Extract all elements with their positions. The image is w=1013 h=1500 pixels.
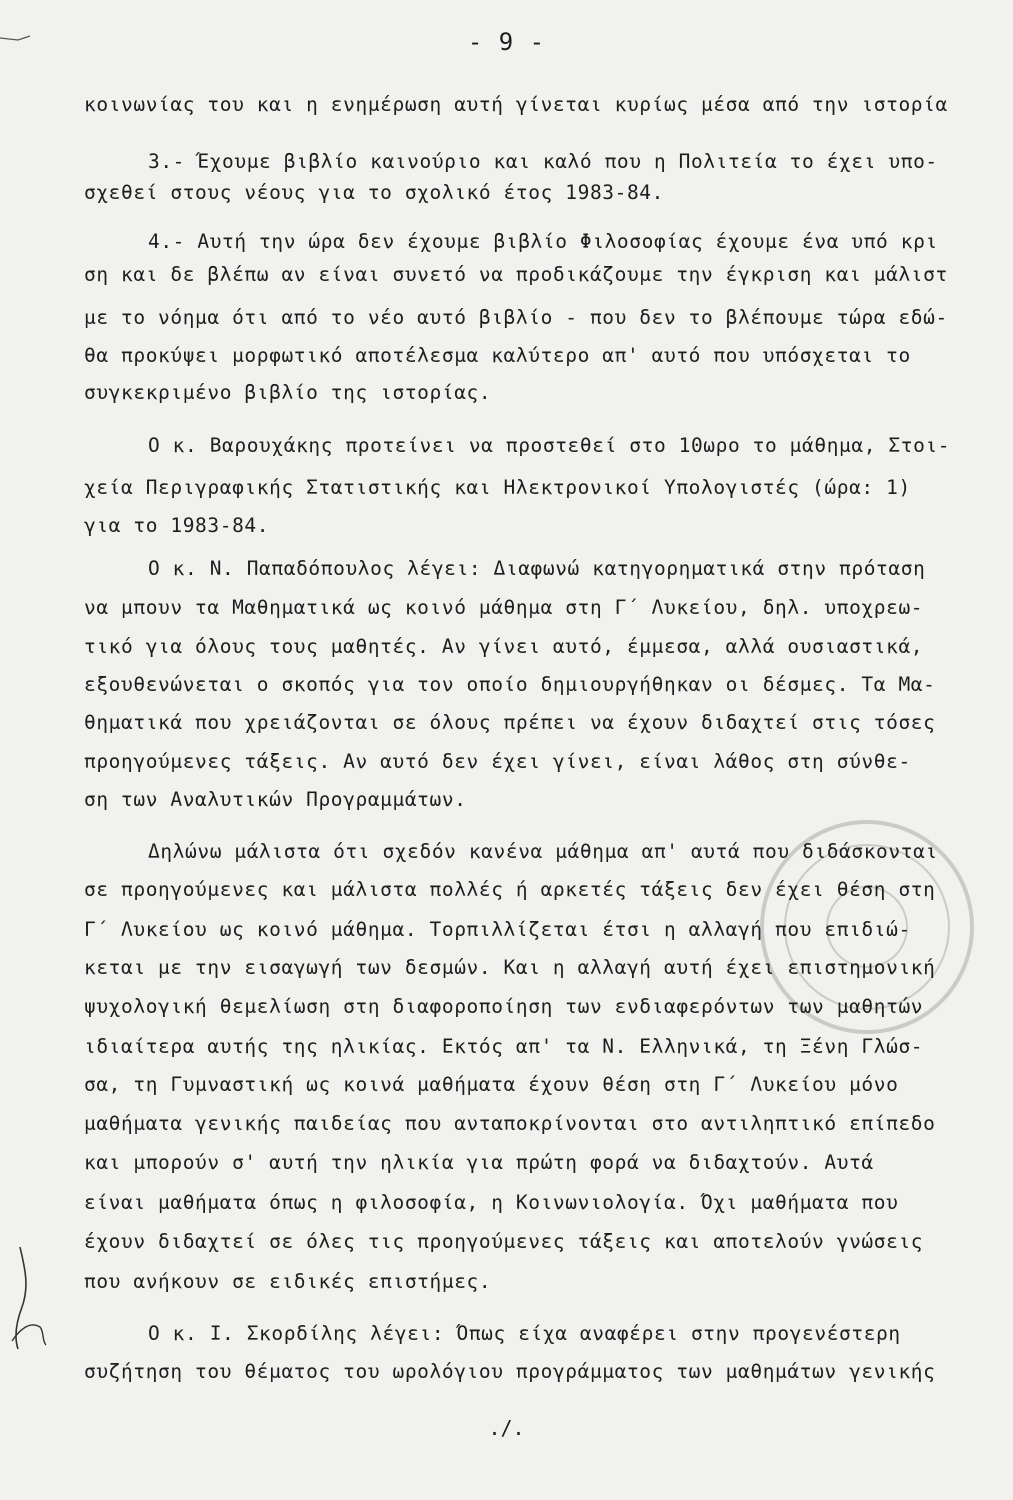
text-line: θα προκύψει μορφωτικό αποτέλεσμα καλύτερο απ' αυτό που υπόσχεται το [84, 344, 911, 367]
text-line: έχουν διδαχτεί σε όλες τις προηγούμενες τάξεις και αποτελούν γνώσεις [84, 1230, 924, 1253]
text-line: Δηλώνω μάλιστα ότι σχεδόν κανένα μάθημα απ' αυτά που διδάσκονται [148, 840, 938, 863]
text-line: προηγούμενες τάξεις. Αν αυτό δεν έχει γίνει, είναι λάθος στη σύνθε- [84, 750, 911, 773]
text-line: ψυχολογική θεμελίωση στη διαφοροποίηση των ενδιαφερόντων των μαθητών [84, 995, 924, 1018]
text-line: είναι μαθήματα όπως η φιλοσοφία, η Κοινωνιολογία. Όχι μαθήματα που [84, 1191, 899, 1214]
text-line: μαθήματα γενικής παιδείας που ανταποκρίνονται στο αντιληπτικό επίπεδο [84, 1112, 936, 1135]
text-line: σα, τη Γυμναστική ως κοινά μαθήματα έχουν θέση στη Γ΄ Λυκείου μόνο [84, 1073, 899, 1096]
text-line: Ο κ. Βαρουχάκης προτείνει να προστεθεί στο 10ωρο το μάθημα, Στοι- [148, 434, 951, 457]
page-number: - 9 - [467, 28, 546, 56]
text-line: που ανήκουν σε ειδικές επιστήμες. [84, 1270, 492, 1293]
text-line: και μπορούν σ' αυτή την ηλικία για πρώτη φορά να διδαχτούν. Αυτά [84, 1151, 874, 1174]
text-line: τικό για όλους τους μαθητές. Αν γίνει αυτό, έμμεσα, αλλά ουσιαστικά, [84, 635, 924, 658]
text-line: 4.- Αυτή την ώρα δεν έχουμε βιβλίο Φιλοσοφίας έχουμε ένα υπό κρι [148, 230, 938, 253]
margin-pen-mark [0, 1245, 48, 1355]
text-line: συγκεκριμένο βιβλίο της ιστορίας. [84, 381, 492, 404]
text-line: Ο κ. Ν. Παπαδόπουλος λέγει: Διαφωνώ κατηγορηματικά στην πρόταση [148, 557, 926, 580]
text-line: ση των Αναλυτικών Προγραμμάτων. [84, 788, 467, 811]
text-line: χεία Περιγραφικής Στατιστικής και Ηλεκτρονικοί Υπολογιστές (ώρα: 1) [84, 476, 911, 499]
text-line: θηματικά που χρειάζονται σε όλους πρέπει να έχουν διδαχτεί στις τόσες [84, 711, 936, 734]
text-line: Γ΄ Λυκείου ως κοινό μάθημα. Τορπιλλίζεται έτσι η αλλαγή που επιδιώ- [84, 918, 911, 941]
continuation-mark: ./. [488, 1416, 525, 1440]
text-line: κοινωνίας του και η ενημέρωση αυτή γίνεται κυρίως μέσα από την ιστορία [84, 93, 948, 116]
text-line: να μπουν τα Μαθηματικά ως κοινό μάθημα στη Γ΄ Λυκείου, δηλ. υποχρεω- [84, 596, 924, 619]
text-line: 3.- Έχουμε βιβλίο καινούριο και καλό που η Πολιτεία το έχει υπο- [148, 150, 938, 173]
text-line: με το νόημα ότι από το νέο αυτό βιβλίο - που δεν το βλέπουμε τώρα εδώ- [84, 306, 948, 329]
text-line: σχεθεί στους νέους για το σχολικό έτος 1983-84. [84, 181, 664, 204]
text-line: σε προηγούμενες και μάλιστα πολλές ή αρκετές τάξεις δεν έχει θέση στη [84, 878, 936, 901]
text-line: ιδιαίτερα αυτής της ηλικίας. Εκτός απ' τα Ν. Ελληνικά, τη Ξένη Γλώσ- [84, 1035, 924, 1058]
faint-stamp-seal [752, 812, 982, 1042]
text-line: για το 1983-84. [84, 514, 270, 537]
text-line: κεται με την εισαγωγή των δεσμών. Και η αλλαγή αυτή έχει επιστημονική [84, 956, 936, 979]
text-line: Ο κ. Ι. Σκορδίλης λέγει: Όπως είχα αναφέρει στην προγενέστερη [148, 1322, 901, 1345]
text-line: εξουθενώνεται ο σκοπός για τον οποίο δημιουργήθηκαν οι δέσμες. Τα Μα- [84, 673, 936, 696]
text-line: συζήτηση του θέματος του ωρολόγιου προγράμματος των μαθημάτων γενικής [84, 1360, 936, 1383]
text-line: ση και δε βλέπω αν είναι συνετό να προδικάζουμε την έγκριση και μάλιστ [84, 263, 948, 286]
